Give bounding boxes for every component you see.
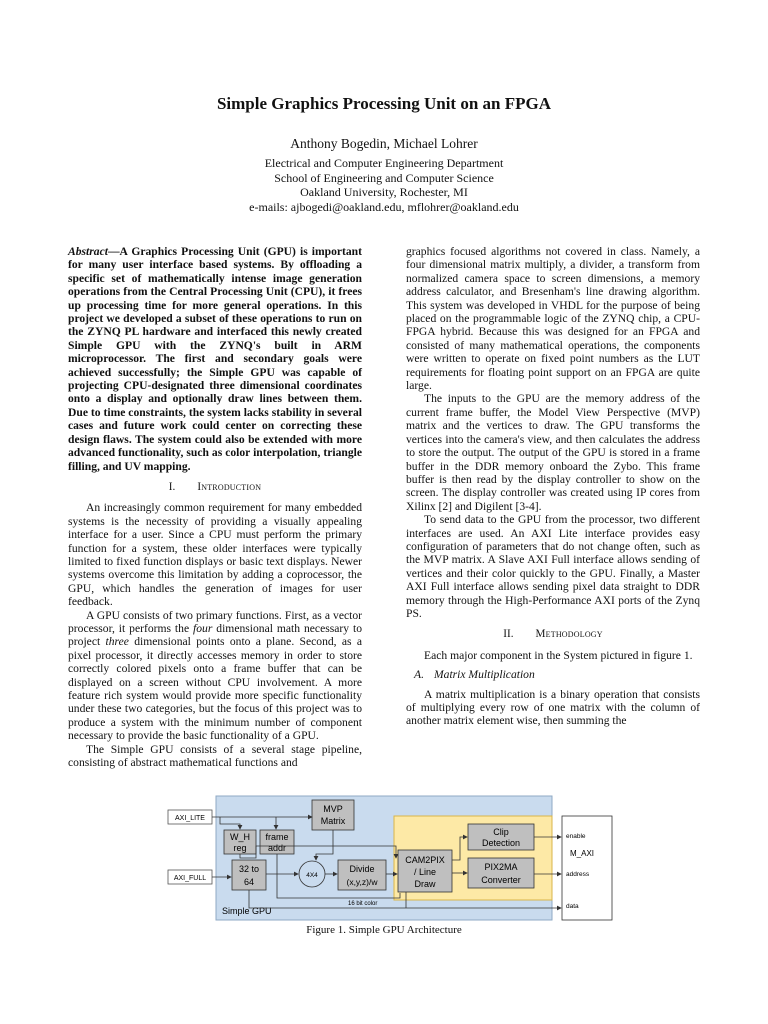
axi-lite-label: AXI_LITE [175, 815, 205, 822]
frame-label-2: addr [267, 843, 287, 853]
section-heading-introduction: I. Introduction [168, 480, 262, 493]
clip-label-2: Detection [481, 838, 521, 848]
architecture-diagram [160, 794, 630, 922]
paper-title: Simple Graphics Processing Unit on an FPGA [216, 94, 552, 113]
cam-label-3: Draw [414, 879, 436, 889]
color-label: 16 bit color [348, 901, 378, 907]
conv-label-2: 64 [243, 877, 255, 887]
figure-caption: Figure 1. Simple GPU Architecture [306, 924, 462, 936]
right-column [406, 245, 700, 728]
email-line: e-mails: ajbogedi@oakland.edu, mflohrer@oakland.edu [249, 199, 519, 214]
address-label: address [566, 871, 590, 878]
divide-label-2: (x,y,z)/w [346, 877, 378, 887]
paragraph: Each major component in the System pictured in figure 1. [424, 648, 693, 662]
section-heading-methodology: II. Methodology [503, 628, 603, 641]
affiliation-line: School of Engineering and Computer Science [274, 170, 494, 185]
clip-label-1: Clip [493, 827, 509, 837]
abstract-text: —A Graphics Processing Unit (GPU) is important for many user interface based systems. By offloading a specific set of mathematically intense image generation operations from the Central Processing Unit (CPU), it frees up processing time for more general operations. In this project we developed a subset of these operations to run on the ZYNQ PL hardware and interfaced this newly created Simple GPU with the ZYNQ's built in ARM microprocessor. The first and secondary goals were achieved successfully; the Simple GPU was capable of projecting CPU-designated three dimensional coordinates onto a display and optionally draw lines between them. Due to time constraints, the system lacks stability in several cases and future work could center on correcting these design flaws. The system could also be extended with more advanced functionality, such as color interpolation, triangle filling, and UV mapping. [68, 245, 362, 473]
abstract-label: Abstract [68, 245, 108, 258]
left-column [68, 245, 362, 769]
pix-label-1: PIX2MA [484, 862, 518, 872]
paragraph: A GPU consists of two primary functions. First, as a vector processor, it performs the four dimensional math necessary to project three dimensional points onto a plane. Second, as a pixel processor, it directly accesses memory in order to store correctly colored pixels onto a frame buffer that can be displayed on a screen without CPU involvement. A more feature rich system would provide more specific functionality under these two categories, but the focus of this project was to produce a system with the minimum number of component necessary to provide the basic functionality of a GPU. [68, 608, 362, 743]
mvp-label-1: MVP [323, 804, 343, 814]
paragraph: A matrix multiplication is a binary operation that consists of multiplying every row of one matrix with the column of another matrix element wise, then summing the [406, 687, 700, 728]
paragraph: To send data to the GPU from the processor, two different interfaces are used. An AXI Lite interface provides easy configuration of parameters that do not change often, such as the MVP matrix. A Slave AXI Full interface allows sending of vertices and their color quickly to the GPU. Finally, a Master AXI Full interface allows sending pixel data straight to DDR memory through the High-Performance AXI ports of the Zynq PS. [406, 513, 700, 620]
multiplier-label: 4X4 [306, 872, 318, 879]
data-label: data [566, 903, 579, 910]
subsection-heading-matrix-multiplication: A. Matrix Multiplication [414, 668, 535, 682]
frame-label-1: frame [265, 832, 289, 842]
abstract [68, 245, 362, 473]
paragraph: graphics focused algorithms not covered in class. Namely, a four dimensional matrix multiply, a divider, a transform from normalized camera space to screen dimensions, a memory address calculator, and Bresenham's line drawing algorithm. This system was developed in VHDL for the purpose of being placed on the programmable logic of the ZYNQ chip, a CPU-FPGA hybrid. Because this was designed for an FPGA and consisted of many mathematical operations, the components were written to operate on fixed point numbers as the LUT requirements for floating point support on an FPGA are quite large. [406, 245, 700, 393]
mvp-label-2: Matrix [320, 816, 346, 826]
affiliation [0, 156, 768, 214]
architecture-figure [160, 794, 630, 922]
wh-label-1: W_H [230, 832, 250, 842]
paragraph: The Simple GPU consists of a several stage pipeline, consisting of abstract mathematical functions and [68, 742, 362, 770]
simple-gpu-label: Simple GPU [222, 906, 272, 916]
authors: Anthony Bogedin, Michael Lohrer [290, 136, 478, 151]
paragraph: The inputs to the GPU are the memory address of the current frame buffer, the Model View Perspective (MVP) matrix and the vertices to draw. The GPU transforms the vertices into the camera's view, and then calculates the address to store the output. The output of the GPU is stored in a frame buffer in the DDR memory onboard the Zybo. This frame buffer is then read by the display controller to show on the screen. The display controller was created using IP cores from Xilinx [2] and Digilent [3-4]. [406, 392, 700, 513]
affiliation-line: Electrical and Computer Engineering Department [264, 156, 504, 170]
m-axi-label: M_AXI [570, 849, 595, 858]
enable-label: enable [566, 833, 586, 840]
axi-full-label: AXI_FULL [173, 875, 207, 882]
cam-label-1: CAM2PIX [405, 855, 445, 865]
paragraph: An increasingly common requirement for many embedded systems is the necessity of providing a visually appealing interface for a user. Since a CPU must perform the primary function for a system, these older interfaces were typically limited to fixed function displays or basic text displays. Newer systems overcome this limitation by adding a coprocessor, the GPU, which handles the generation of images for user feedback. [68, 501, 362, 609]
cam-label-2: / Line [413, 867, 437, 877]
affiliation-line: Oakland University, Rochester, MI [300, 185, 468, 200]
wh-label-2: reg [233, 843, 247, 853]
conv-label-1: 32 to [238, 864, 260, 874]
divide-label-1: Divide [349, 864, 375, 874]
pix-label-2: Converter [481, 875, 521, 885]
